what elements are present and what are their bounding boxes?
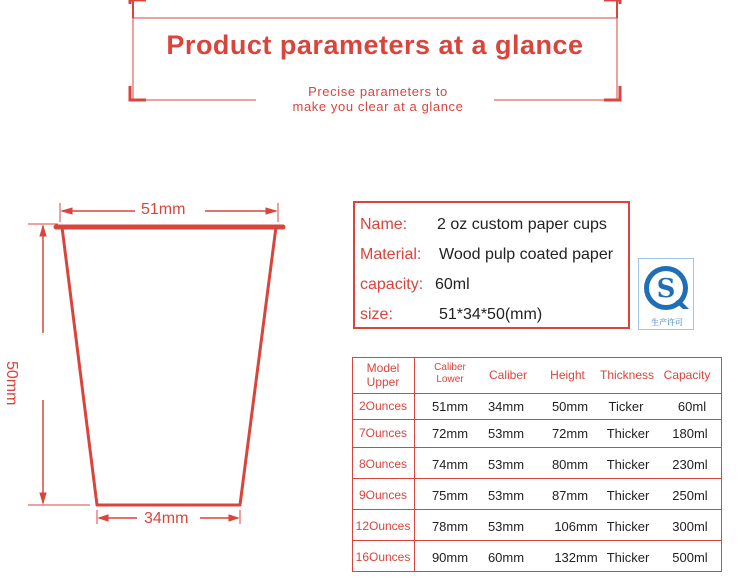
cell-thickness: Thicker bbox=[606, 488, 650, 503]
th-height: Height bbox=[550, 368, 585, 382]
table-row-divider bbox=[352, 509, 722, 510]
qs-certification-icon bbox=[639, 259, 695, 319]
cell-model: 2Ounces bbox=[358, 399, 408, 413]
cell-thickness: Thicker bbox=[606, 426, 650, 441]
cell-height: 132mm bbox=[554, 550, 598, 565]
qs-caption: 生产许可 bbox=[651, 318, 683, 327]
table-row-divider bbox=[352, 447, 722, 448]
cell-capacity: 180ml bbox=[672, 426, 708, 441]
cell-upper: 72mm bbox=[431, 426, 469, 441]
table-col-divider bbox=[414, 357, 415, 572]
cell-model: 12Ounces bbox=[355, 519, 411, 533]
cell-lower: 53mm bbox=[487, 519, 525, 534]
cell-lower: 53mm bbox=[487, 426, 525, 441]
cell-thickness: Thicker bbox=[606, 457, 650, 472]
cell-capacity: 300ml bbox=[672, 519, 708, 534]
svg-text:S: S bbox=[656, 274, 676, 304]
table-row-divider bbox=[352, 419, 722, 420]
subtitle-line-1: Precise parameters to bbox=[308, 84, 448, 99]
info-capacity-key: capacity: bbox=[360, 276, 424, 293]
cup-bottom-width-label: 34mm bbox=[141, 510, 191, 528]
info-name-value: 2 oz custom paper cups bbox=[437, 216, 607, 233]
cell-thickness: Ticker bbox=[608, 399, 644, 414]
cell-capacity: 230ml bbox=[672, 457, 708, 472]
th-model: Model Upper bbox=[366, 361, 400, 389]
th-thickness: Thickness bbox=[599, 368, 655, 382]
cup-outline bbox=[62, 227, 276, 505]
cell-height: 106mm bbox=[554, 519, 598, 534]
cell-lower: 60mm bbox=[487, 550, 525, 565]
cell-height: 72mm bbox=[551, 426, 589, 441]
cell-lower: 53mm bbox=[487, 488, 525, 503]
cell-upper: 78mm bbox=[431, 519, 469, 534]
table-row-divider bbox=[352, 478, 722, 479]
cell-lower: 34mm bbox=[487, 399, 525, 414]
info-material-value: Wood pulp coated paper bbox=[439, 246, 614, 263]
cup-height-label: 50mm bbox=[2, 358, 20, 408]
cell-height: 80mm bbox=[551, 457, 589, 472]
cell-capacity: 500ml bbox=[672, 550, 708, 565]
cell-thickness: Thicker bbox=[606, 519, 650, 534]
qs-badge bbox=[638, 258, 694, 330]
table-row-divider bbox=[352, 540, 722, 541]
cell-model: 9Ounces bbox=[358, 488, 408, 502]
cell-height: 50mm bbox=[551, 399, 589, 414]
cup-top-width-label: 51mm bbox=[138, 201, 188, 219]
info-name-key: Name: bbox=[360, 216, 408, 233]
th-caliber: Caliber bbox=[488, 368, 527, 382]
cell-upper: 90mm bbox=[431, 550, 469, 565]
cell-upper: 74mm bbox=[431, 457, 469, 472]
cell-thickness: Thicker bbox=[606, 550, 650, 565]
cell-model: 7Ounces bbox=[358, 426, 408, 440]
cell-capacity: 250ml bbox=[672, 488, 708, 503]
info-capacity-value: 60ml bbox=[435, 276, 470, 293]
info-size-value: 51*34*50(mm) bbox=[439, 306, 543, 323]
cell-model: 8Ounces bbox=[358, 457, 408, 471]
th-caliber-lower: Caliber Lower bbox=[434, 362, 466, 385]
info-material-key: Material: bbox=[360, 246, 422, 263]
th-capacity: Capacity bbox=[663, 368, 711, 382]
cell-model: 16Ounces bbox=[355, 550, 411, 564]
product-info-box bbox=[353, 201, 630, 329]
cell-upper: 51mm bbox=[431, 399, 469, 414]
page-title: Product parameters at a glance bbox=[166, 30, 584, 60]
info-size-key: size: bbox=[360, 306, 393, 323]
cell-capacity: 60ml bbox=[677, 399, 707, 414]
cell-upper: 75mm bbox=[431, 488, 469, 503]
subtitle-line-2: make you clear at a glance bbox=[292, 99, 464, 114]
cup-diagram bbox=[0, 0, 330, 579]
cell-height: 87mm bbox=[551, 488, 589, 503]
table-header-divider bbox=[352, 393, 722, 394]
cell-lower: 53mm bbox=[487, 457, 525, 472]
